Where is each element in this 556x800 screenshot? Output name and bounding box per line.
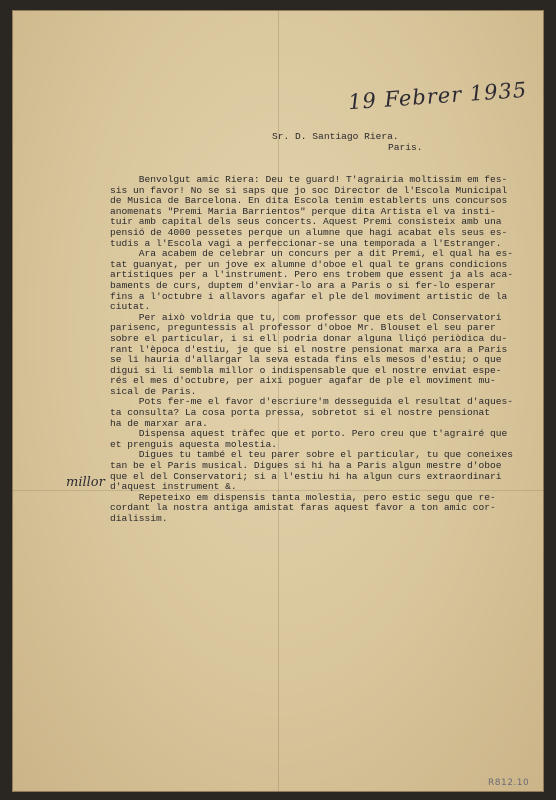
body-line: Repeteixo em dispensis tanta molestia, pero estic segu que re- bbox=[110, 491, 496, 503]
body-line: anomenats "Premi Maria Barrientos" perque dita Artista el va insti- bbox=[110, 205, 496, 217]
body-line: cordant la nostra antiga amistat faras aquest favor a ton amic cor- bbox=[110, 502, 496, 514]
archive-reference: R812.10 bbox=[488, 778, 530, 788]
body-line: parisenc, preguntessis al professor d'oboe Mr. Blouset el seu parer bbox=[110, 322, 496, 334]
body-line: que el del Conservatori; si a l'estiu hi ha algun curs extraordinari bbox=[110, 470, 502, 482]
body-line: tat guanyat, per un jove ex alumne d'oboe el qual te grans condicions bbox=[110, 258, 508, 270]
body-line: ta consulta? La cosa porta pressa, sobretot si el nostre pensionat bbox=[110, 407, 490, 419]
body-line: Digues tu també el teu parer sobre el particular, tu que coneixes bbox=[110, 449, 514, 461]
body-line: tuir amb capital dels seus concerts. Aquest Premi consisteix amb una bbox=[110, 216, 502, 228]
body-line: sobre el particular, i si ell podria donar alguna lliçó periòdica du- bbox=[110, 332, 508, 344]
body-line: dialissim. bbox=[110, 513, 168, 524]
body-line: d'aquest instrument &. bbox=[110, 481, 237, 493]
body-line: et prenguis aquesta molestia. bbox=[110, 438, 277, 450]
body-line: Ara acabem de celebrar un concurs per a dit Premi, el qual ha es- bbox=[110, 248, 514, 260]
handwritten-margin-note: millor bbox=[66, 475, 105, 490]
body-line: sical de Paris. bbox=[110, 385, 197, 397]
body-line: Dispensa aquest tràfec que et porto. Pero creu que t'agrairé que bbox=[110, 428, 508, 440]
recipient-block bbox=[272, 132, 423, 153]
body-line: pensió de 4000 pessetes perque un alumne que hagi acabat els seus es- bbox=[110, 226, 508, 238]
body-line: Benvolgut amic Riera: Deu te guard! T'agrairia moltissim em fes- bbox=[110, 174, 508, 185]
body-line: ciutat. bbox=[110, 301, 151, 313]
body-line: Pots fer-me el favor d'escriure'm desseguida el resultat d'aques- bbox=[110, 396, 514, 408]
body-line: rés el mes d'octubre, per així poguer agafar de ple el moviment mu- bbox=[110, 375, 496, 387]
body-line: de Musica de Barcelona. En dita Escola tenim establerts uns concursos bbox=[110, 195, 508, 207]
body-line: se li hauria d'allargar la seva estada fins els mesos d'estiu; o que bbox=[110, 354, 502, 366]
body-line: digui si li sembla millor o indispensable que el nostre enviat espe- bbox=[110, 364, 502, 376]
body-line: fins a l'octubre i allavors agafar el ple del moviment artistic de la bbox=[110, 290, 508, 302]
body-line: rant l'època d'estiu, je que si el nostre pensionat marxa ara a Paris bbox=[110, 343, 508, 355]
handwritten-date: 19 Febrer 1935 bbox=[347, 77, 528, 115]
body-line: sis un favor! No se si saps que jo soc Director de l'Escola Municipal bbox=[110, 184, 508, 196]
recipient-city: Paris. bbox=[388, 141, 423, 153]
body-line: ha de marxar ara. bbox=[110, 417, 208, 429]
letter-body bbox=[110, 175, 540, 525]
letter-sheet bbox=[12, 10, 544, 792]
recipient-name: Sr. D. Santiago Riera. bbox=[272, 131, 399, 142]
body-line: tan be el Paris musical. Digues si hi ha a Paris algun mestre d'oboe bbox=[110, 460, 502, 472]
body-line: baments de curs, duptem d'enviar-lo ara a Paris o si fer-lo esperar bbox=[110, 279, 496, 291]
body-line: tudis a l'Escola vagi a perfeccionar-se una temporada a l'Estranger. bbox=[110, 237, 502, 249]
body-line: Per això voldria que tu, com professor que ets del Conservatori bbox=[110, 311, 502, 323]
body-line: artístiques per a l'instrument. Pero ens trobem que essent ja als aca- bbox=[110, 269, 514, 281]
